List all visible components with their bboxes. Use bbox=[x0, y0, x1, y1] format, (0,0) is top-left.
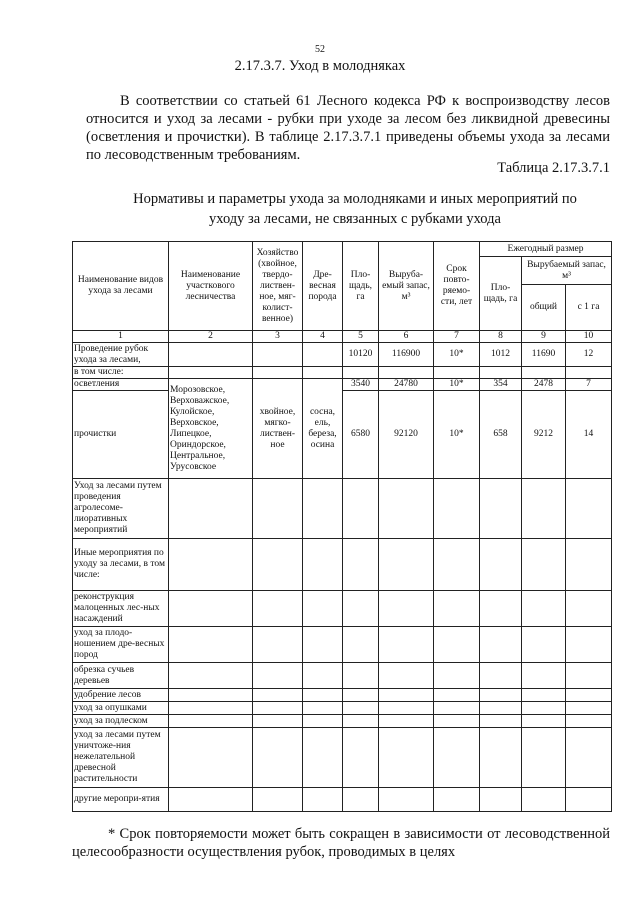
tree-species: сосна, ель, береза, осина bbox=[303, 379, 343, 479]
header-farm: Хозяйство (хвойное, твердо-листвен-ное, мяг-колист-венное) bbox=[253, 242, 303, 331]
row-name: осветления bbox=[73, 379, 169, 391]
per-ha-value: 7 bbox=[566, 379, 612, 391]
forestries-list: Морозовское, Верховажское, Кулойское, Верховское, Липецкое, Ориндорское, Центральное, Урусовское bbox=[169, 379, 253, 479]
header-area: Пло-щадь, га bbox=[343, 242, 379, 331]
column-number: 7 bbox=[434, 331, 480, 343]
row-name: уход за подлеском bbox=[73, 715, 169, 728]
row-name: Иные мероприятия по уходу за лесами, в том числе: bbox=[73, 539, 169, 591]
column-number: 9 bbox=[522, 331, 566, 343]
table-row bbox=[73, 479, 612, 539]
annual-total-value: 2478 bbox=[522, 379, 566, 391]
column-numbers-row bbox=[73, 331, 612, 343]
column-number: 6 bbox=[379, 331, 434, 343]
row-name: уход за лесами путем уничтоже-ния нежелательной древесной растительности bbox=[73, 728, 169, 788]
volume-value: 116900 bbox=[379, 343, 434, 367]
table-row bbox=[73, 391, 612, 479]
table-row bbox=[73, 343, 612, 367]
row-name: Проведение рубок ухода за лесами, bbox=[73, 343, 169, 367]
table-row bbox=[73, 591, 612, 627]
section-title: 2.17.3.7. Уход в молодняках bbox=[234, 58, 406, 74]
column-number: 8 bbox=[480, 331, 522, 343]
period-value: 10* bbox=[434, 391, 480, 479]
header-service-type: Наименование видов ухода за лесами bbox=[73, 242, 169, 331]
row-name: Уход за лесами путем проведения агролесоме-лиоративных мероприятий bbox=[73, 479, 169, 539]
area-value: 3540 bbox=[343, 379, 379, 391]
header-total: общий bbox=[522, 285, 566, 331]
header-species: Дре-весная порода bbox=[303, 242, 343, 331]
intro-paragraph: В соответствии со статьей 61 Лесного кодекса РФ к воспроизводству лесов относится и уход за лесами - рубки при уходе за лесом без ликвидной древесины (осветления и прочистки). В таблице 2.17.3.7.1 приведены объемы ухода за лесами по лесоводственным требованиям. bbox=[86, 93, 610, 163]
footnote: * Срок повторяемости может быть сокращен в зависимости от лесоводственной целесообразности осуществления рубок, проводимых в целях bbox=[72, 826, 610, 860]
row-name: обрезка сучьев деревьев bbox=[73, 663, 169, 689]
period-value: 10* bbox=[434, 379, 480, 391]
table-row bbox=[73, 728, 612, 788]
column-number: 1 bbox=[73, 331, 169, 343]
table-row bbox=[73, 702, 612, 715]
per-ha-value: 14 bbox=[566, 391, 612, 479]
row-name: прочистки bbox=[73, 391, 169, 479]
row-name: реконструкция малоценных лес-ных насаждений bbox=[73, 591, 169, 627]
column-number: 2 bbox=[169, 331, 253, 343]
header-felled-volume: Вырубаемый запас, м³ bbox=[522, 257, 612, 285]
header-per-ha: с 1 га bbox=[566, 285, 612, 331]
period-value: 10* bbox=[434, 343, 480, 367]
annual-area-value: 658 bbox=[480, 391, 522, 479]
table-row bbox=[73, 689, 612, 702]
norms-table bbox=[72, 241, 612, 812]
row-name: другие меропри-ятия bbox=[73, 788, 169, 812]
area-value: 6580 bbox=[343, 391, 379, 479]
column-number: 3 bbox=[253, 331, 303, 343]
header-annual-size: Ежегодный размер bbox=[480, 242, 612, 257]
annual-total-value: 11690 bbox=[522, 343, 566, 367]
area-value: 10120 bbox=[343, 343, 379, 367]
table-row bbox=[73, 627, 612, 663]
annual-area-value: 354 bbox=[480, 379, 522, 391]
row-name: уход за опушками bbox=[73, 702, 169, 715]
table-number: Таблица 2.17.3.7.1 bbox=[497, 160, 610, 176]
row-name: удобрение лесов bbox=[73, 689, 169, 702]
table-row bbox=[73, 539, 612, 591]
volume-value: 24780 bbox=[379, 379, 434, 391]
table-caption: Нормативы и параметры ухода за молодняками и иных мероприятий по уходу за лесами, не связанных с рубками ухода bbox=[133, 191, 577, 227]
column-number: 4 bbox=[303, 331, 343, 343]
volume-value: 92120 bbox=[379, 391, 434, 479]
header-forestry: Наименование участкового лесничества bbox=[169, 242, 253, 331]
row-name: в том числе: bbox=[73, 367, 169, 379]
page-number: 52 bbox=[315, 44, 325, 55]
table-row bbox=[73, 367, 612, 379]
row-name: уход за плодо-ношением дре-весных пород bbox=[73, 627, 169, 663]
header-period: Срок повто-ряемо-сти, лет bbox=[434, 242, 480, 331]
table-row bbox=[73, 663, 612, 689]
column-number: 10 bbox=[566, 331, 612, 343]
table-row bbox=[73, 379, 612, 391]
header-annual-area: Пло-щадь, га bbox=[480, 257, 522, 331]
annual-total-value: 9212 bbox=[522, 391, 566, 479]
farm-type: хвойное, мягко-листвен-ное bbox=[253, 379, 303, 479]
annual-area-value: 1012 bbox=[480, 343, 522, 367]
header-volume: Вырубa-емый запас, м³ bbox=[379, 242, 434, 331]
table-row bbox=[73, 715, 612, 728]
per-ha-value: 12 bbox=[566, 343, 612, 367]
column-number: 5 bbox=[343, 331, 379, 343]
table-row bbox=[73, 788, 612, 812]
